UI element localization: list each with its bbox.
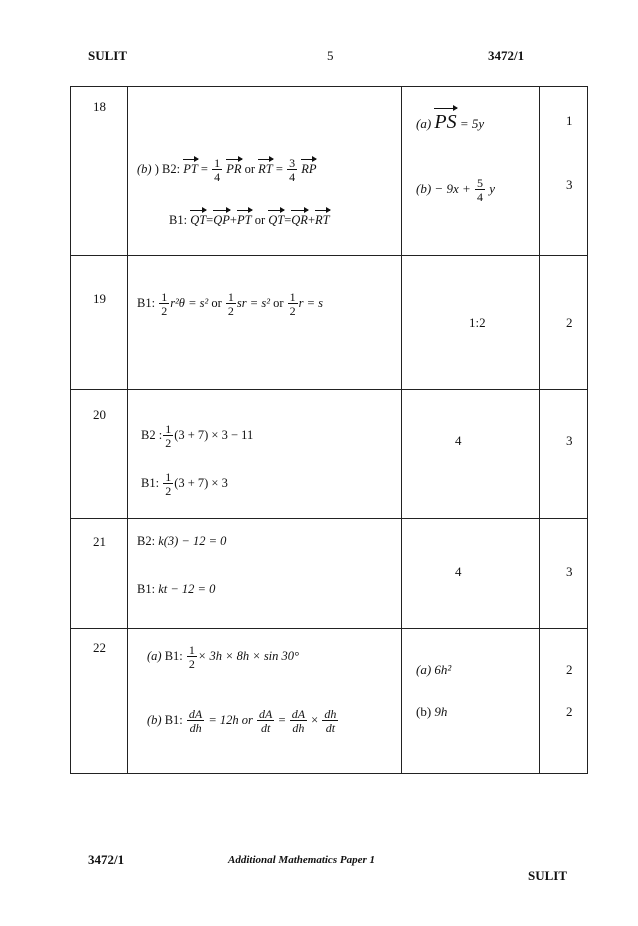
working-b1: B1: QT=QP+PT or QT=QR+RT — [169, 209, 330, 228]
question-number: 20 — [93, 407, 106, 422]
working-b2: B2: k(3) − 12 = 0 — [137, 534, 227, 548]
fraction: $\frac{dA}{dh}$ — [291, 707, 306, 735]
working-b1: B1: kt − 12 = 0 — [137, 582, 216, 596]
working-b1: B1: $\frac{1}{2}$ r²θ = s² or $\frac{1}{2}$ sr = s² or $\frac{1}{2}$ r = s — [137, 290, 324, 318]
fraction: $\frac{1}{2}$ — [165, 470, 172, 498]
fraction: $\frac{dA}{dt}$ — [259, 707, 273, 735]
answer-b: (b) − 9x + $\frac{5}{4}$ y — [416, 176, 496, 204]
answer: 4 — [455, 564, 462, 579]
working-b2: B2 : $\frac{1}{2}$ (3 + 7) × 3 − 11 — [141, 422, 254, 450]
col-divider — [401, 87, 402, 773]
fraction: $\frac{dA}{dh}$ — [188, 707, 203, 735]
working-a: (a) B1: $\frac{1}{2}$ × 3h × 8h × sin 30° — [147, 643, 300, 671]
mark: 2 — [566, 315, 573, 330]
question-number: 21 — [93, 534, 106, 549]
page-number: 5 — [327, 48, 334, 63]
fraction: $\frac{5}{4}$ — [477, 176, 483, 204]
working-b: (b) B1: $\frac{dA}{dh}$ = 12h or $\frac{dA}{dt}$ = $\frac{dA}{dh}$ × $\frac{dh}{dt}$ — [147, 707, 337, 735]
row-divider — [71, 628, 587, 629]
answer-a: (a) PS = 5y — [416, 107, 484, 134]
answer: 4 — [455, 433, 462, 448]
col-divider — [539, 87, 540, 773]
header-left: SULIT — [88, 48, 128, 63]
working-b2: (b) ) B2: PT = $\frac{1}{4}$ PR or RT = $\frac{3}{4}$ RP — [137, 156, 317, 184]
fraction: $\frac{1}{4}$ — [214, 156, 221, 184]
fraction: $\frac{1}{2}$ — [165, 422, 172, 450]
row-divider — [71, 255, 587, 256]
mark: 3 — [566, 433, 573, 448]
answer: 1:2 — [469, 315, 486, 330]
question-number: 22 — [93, 640, 106, 655]
row-divider — [71, 389, 587, 390]
mark: 3 — [566, 177, 573, 192]
answer-a: (a) 6h² — [416, 662, 452, 677]
col-divider — [127, 87, 128, 773]
fraction: $\frac{1}{2}$ — [161, 290, 168, 318]
fraction: $\frac{1}{2}$ — [289, 290, 296, 318]
answer-table — [70, 86, 588, 774]
working-b1: B1: $\frac{1}{2}$ (3 + 7) × 3 — [141, 470, 228, 498]
mark: 2 — [566, 704, 573, 719]
fraction: $\frac{1}{2}$ — [188, 643, 195, 671]
answer-b: (b) 9h — [416, 704, 448, 719]
mark: 1 — [566, 113, 573, 128]
header-right: 3472/1 — [488, 48, 525, 63]
question-number: 19 — [93, 291, 106, 306]
row-divider — [71, 518, 587, 519]
question-number: 18 — [93, 99, 106, 114]
footer-title: Additional Mathematics Paper 1 — [228, 854, 375, 866]
footer-classification: SULIT — [528, 868, 568, 883]
footer-code: 3472/1 — [88, 852, 125, 867]
fraction: $\frac{dh}{dt}$ — [324, 707, 337, 735]
mark: 2 — [566, 662, 573, 677]
fraction: $\frac{1}{2}$ — [227, 290, 234, 318]
mark: 3 — [566, 564, 573, 579]
fraction: $\frac{3}{4}$ — [289, 156, 296, 184]
